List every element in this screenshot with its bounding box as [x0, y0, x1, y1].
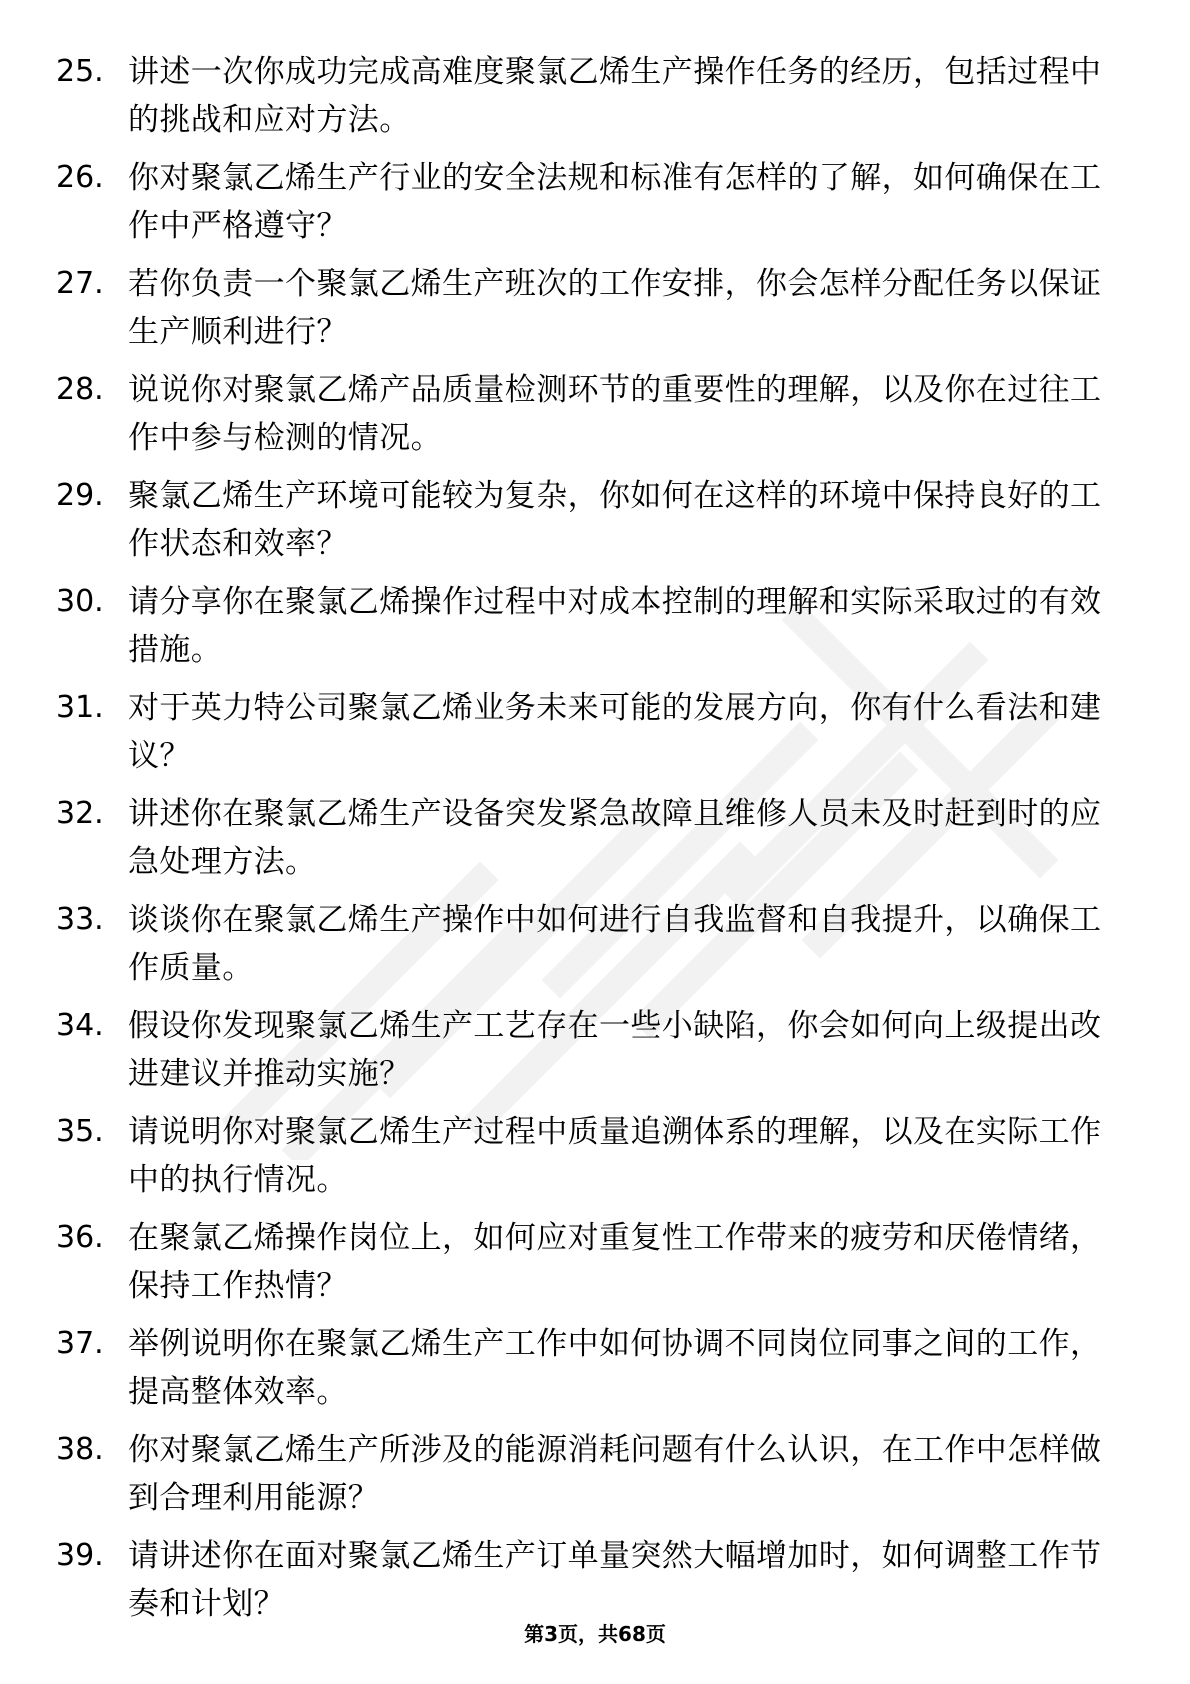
question-text: 说说你对聚氯乙烯产品质量检测环节的重要性的理解，以及你在过往工作中参与检测的情况。 [128, 372, 1102, 456]
question-item [0, 1214, 1190, 1320]
question-text: 你对聚氯乙烯生产所涉及的能源消耗问题有什么认识，在工作中怎样做到合理利用能源？ [128, 1432, 1102, 1516]
question-text: 讲述你在聚氯乙烯生产设备突发紧急故障且维修人员未及时赶到时的应急处理方法。 [128, 796, 1102, 880]
question-text: 假设你发现聚氯乙烯生产工艺存在一些小缺陷，你会如何向上级提出改进建议并推动实施？ [128, 1008, 1102, 1092]
question-item [0, 154, 1190, 260]
question-number: 27. [56, 266, 104, 301]
question-item [0, 472, 1190, 578]
question-list [0, 48, 1190, 1638]
question-item [0, 48, 1190, 154]
question-number: 35. [56, 1114, 104, 1149]
question-text: 在聚氯乙烯操作岗位上，如何应对重复性工作带来的疲劳和厌倦情绪，保持工作热情？ [128, 1220, 1102, 1304]
question-number: 31. [56, 690, 104, 725]
question-text: 请讲述你在面对聚氯乙烯生产订单量突然大幅增加时，如何调整工作节奏和计划？ [128, 1538, 1102, 1622]
question-item [0, 896, 1190, 1002]
question-text: 对于英力特公司聚氯乙烯业务未来可能的发展方向，你有什么看法和建议？ [128, 690, 1102, 774]
page-number: 第3页，共68页 [524, 1622, 666, 1646]
question-item [0, 790, 1190, 896]
question-text: 若你负责一个聚氯乙烯生产班次的工作安排，你会怎样分配任务以保证生产顺利进行？ [128, 266, 1102, 350]
question-number: 36. [56, 1220, 104, 1255]
question-number: 25. [56, 54, 104, 89]
question-number: 26. [56, 160, 104, 195]
question-text: 聚氯乙烯生产环境可能较为复杂，你如何在这样的环境中保持良好的工作状态和效率？ [128, 478, 1102, 562]
question-item [0, 684, 1190, 790]
question-item [0, 260, 1190, 366]
question-number: 29. [56, 478, 104, 513]
question-number: 30. [56, 584, 104, 619]
question-text: 你对聚氯乙烯生产行业的安全法规和标准有怎样的了解，如何确保在工作中严格遵守？ [128, 160, 1102, 244]
question-text: 谈谈你在聚氯乙烯生产操作中如何进行自我监督和自我提升，以确保工作质量。 [128, 902, 1102, 986]
question-text: 请分享你在聚氯乙烯操作过程中对成本控制的理解和实际采取过的有效措施。 [128, 584, 1102, 668]
question-number: 38. [56, 1432, 104, 1467]
question-number: 37. [56, 1326, 104, 1361]
question-item [0, 1320, 1190, 1426]
question-number: 34. [56, 1008, 104, 1043]
question-number: 32. [56, 796, 104, 831]
question-item [0, 578, 1190, 684]
question-text: 请说明你对聚氯乙烯生产过程中质量追溯体系的理解，以及在实际工作中的执行情况。 [128, 1114, 1102, 1198]
question-number: 33. [56, 902, 104, 937]
question-text: 讲述一次你成功完成高难度聚氯乙烯生产操作任务的经历，包括过程中的挑战和应对方法。 [128, 54, 1102, 138]
question-number: 28. [56, 372, 104, 407]
question-item [0, 1426, 1190, 1532]
question-item [0, 1002, 1190, 1108]
question-item [0, 1108, 1190, 1214]
question-number: 39. [56, 1538, 104, 1573]
question-item [0, 366, 1190, 472]
question-text: 举例说明你在聚氯乙烯生产工作中如何协调不同岗位同事之间的工作，提高整体效率。 [128, 1326, 1102, 1410]
